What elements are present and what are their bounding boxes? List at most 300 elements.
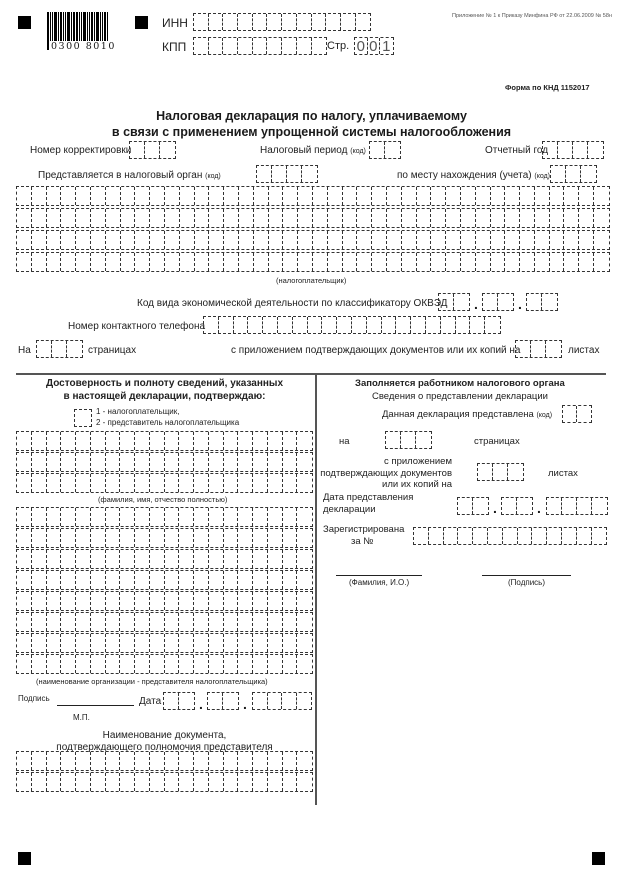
cell[interactable]: [297, 655, 312, 673]
cell[interactable]: [372, 253, 387, 271]
cell[interactable]: [204, 317, 219, 333]
cell[interactable]: [532, 528, 547, 544]
cell[interactable]: [446, 231, 461, 249]
cell[interactable]: [91, 453, 106, 471]
cell[interactable]: [238, 773, 253, 791]
cell[interactable]: [562, 528, 577, 544]
cell[interactable]: [564, 187, 579, 205]
cell[interactable]: [47, 592, 62, 610]
cell[interactable]: [535, 253, 550, 271]
cell[interactable]: [357, 209, 372, 227]
cell[interactable]: [17, 752, 32, 770]
cell[interactable]: [239, 209, 254, 227]
cell[interactable]: [209, 432, 224, 450]
cell[interactable]: [179, 773, 194, 791]
cell[interactable]: [283, 508, 298, 526]
cell[interactable]: [32, 592, 47, 610]
pages-count-field[interactable]: [36, 340, 83, 358]
cell[interactable]: [322, 317, 337, 333]
cell[interactable]: [32, 634, 47, 652]
cell[interactable]: [61, 253, 76, 271]
cell[interactable]: [357, 231, 372, 249]
cell[interactable]: [234, 317, 249, 333]
cell[interactable]: 0: [368, 38, 381, 54]
cell[interactable]: [179, 634, 194, 652]
cell[interactable]: [268, 529, 283, 547]
cell[interactable]: [209, 253, 224, 271]
cell[interactable]: [17, 508, 32, 526]
cell[interactable]: [269, 253, 284, 271]
taxpayer-name-row-1[interactable]: [16, 186, 610, 206]
cell[interactable]: [502, 498, 517, 514]
cell[interactable]: [297, 508, 312, 526]
cell[interactable]: [254, 253, 269, 271]
cell[interactable]: [17, 187, 32, 205]
cell[interactable]: [386, 432, 401, 448]
cell[interactable]: [165, 474, 180, 492]
cell[interactable]: [417, 209, 432, 227]
cell[interactable]: [547, 528, 562, 544]
cell[interactable]: [76, 508, 91, 526]
cell[interactable]: [67, 341, 82, 357]
authority-doc-row-1[interactable]: [16, 751, 313, 771]
cell[interactable]: [517, 498, 532, 514]
cell[interactable]: [328, 187, 343, 205]
cell[interactable]: [32, 550, 47, 568]
cell[interactable]: [61, 773, 76, 791]
cell[interactable]: [150, 209, 165, 227]
cell[interactable]: [17, 592, 32, 610]
cell[interactable]: [209, 453, 224, 471]
cell[interactable]: [485, 317, 500, 333]
cell[interactable]: [283, 773, 298, 791]
cell[interactable]: [180, 231, 195, 249]
cell[interactable]: [179, 655, 194, 673]
cell[interactable]: [194, 453, 209, 471]
cell[interactable]: [431, 187, 446, 205]
cell[interactable]: [76, 634, 91, 652]
cell[interactable]: [209, 752, 224, 770]
cell[interactable]: [32, 231, 47, 249]
cell[interactable]: [268, 508, 283, 526]
cell[interactable]: [17, 432, 32, 450]
cell[interactable]: [179, 571, 194, 589]
cell[interactable]: [209, 187, 224, 205]
officer-sheets-field[interactable]: [477, 463, 524, 481]
cell[interactable]: [61, 613, 76, 631]
cell[interactable]: [396, 317, 411, 333]
cell[interactable]: [135, 613, 150, 631]
cell[interactable]: [135, 550, 150, 568]
cell[interactable]: [588, 142, 603, 158]
cell[interactable]: [91, 209, 106, 227]
cell[interactable]: [47, 474, 62, 492]
cell[interactable]: [238, 474, 253, 492]
cell[interactable]: [298, 209, 313, 227]
cell[interactable]: [120, 571, 135, 589]
cell[interactable]: [106, 529, 121, 547]
cell[interactable]: [224, 508, 239, 526]
cell[interactable]: [476, 187, 491, 205]
cell[interactable]: [562, 498, 577, 514]
cell[interactable]: [32, 253, 47, 271]
tax-authority-field[interactable]: [256, 165, 318, 183]
cell[interactable]: [254, 231, 269, 249]
cell[interactable]: [278, 317, 293, 333]
cell[interactable]: [328, 231, 343, 249]
cell[interactable]: [61, 550, 76, 568]
cell[interactable]: [219, 317, 234, 333]
cell[interactable]: [417, 187, 432, 205]
cell[interactable]: [165, 209, 180, 227]
cell[interactable]: [120, 529, 135, 547]
cell[interactable]: [411, 317, 426, 333]
cell[interactable]: [179, 508, 194, 526]
page-number-field[interactable]: [354, 37, 394, 55]
cell[interactable]: [535, 187, 550, 205]
cell[interactable]: [47, 613, 62, 631]
cell[interactable]: [577, 406, 591, 422]
cell[interactable]: [257, 166, 272, 182]
cell[interactable]: [269, 231, 284, 249]
cell[interactable]: [120, 592, 135, 610]
cell[interactable]: [253, 432, 268, 450]
cell[interactable]: [238, 752, 253, 770]
cell[interactable]: [224, 571, 239, 589]
cell[interactable]: [326, 14, 341, 30]
officer-name-line[interactable]: [336, 575, 422, 576]
cell[interactable]: [488, 528, 503, 544]
cell[interactable]: [550, 209, 565, 227]
taxpayer-name-row-4[interactable]: [16, 252, 610, 272]
date-day-field[interactable]: [163, 692, 195, 710]
cell[interactable]: [120, 550, 135, 568]
cell[interactable]: [297, 550, 312, 568]
cell[interactable]: [238, 550, 253, 568]
cell[interactable]: [446, 253, 461, 271]
cell[interactable]: [402, 209, 417, 227]
cell[interactable]: [120, 655, 135, 673]
cell[interactable]: [76, 253, 91, 271]
date-year-field[interactable]: [252, 692, 312, 710]
cell[interactable]: [17, 209, 32, 227]
cell[interactable]: [426, 317, 441, 333]
cell[interactable]: [165, 432, 180, 450]
cell[interactable]: [518, 528, 533, 544]
cell[interactable]: [135, 752, 150, 770]
cell[interactable]: [298, 231, 313, 249]
location-field[interactable]: [550, 165, 597, 183]
cell[interactable]: [194, 508, 209, 526]
cell[interactable]: [564, 253, 579, 271]
cell[interactable]: [91, 529, 106, 547]
cell[interactable]: [121, 187, 136, 205]
cell[interactable]: [165, 592, 180, 610]
cell[interactable]: [594, 231, 609, 249]
cell[interactable]: [224, 613, 239, 631]
cell[interactable]: [254, 187, 269, 205]
cell[interactable]: [179, 474, 194, 492]
cell[interactable]: [224, 253, 239, 271]
cell[interactable]: [165, 529, 180, 547]
cell[interactable]: [313, 187, 328, 205]
cell[interactable]: [461, 253, 476, 271]
cell[interactable]: [431, 231, 446, 249]
cell[interactable]: [76, 613, 91, 631]
cell[interactable]: 0: [355, 38, 368, 54]
cell[interactable]: [150, 508, 165, 526]
cell[interactable]: [594, 187, 609, 205]
cell[interactable]: [194, 592, 209, 610]
cell[interactable]: [431, 209, 446, 227]
cell[interactable]: [238, 508, 253, 526]
cell[interactable]: [592, 498, 607, 514]
cell[interactable]: [581, 166, 596, 182]
cell[interactable]: [253, 693, 268, 709]
cell[interactable]: [135, 571, 150, 589]
cell[interactable]: [254, 209, 269, 227]
cell[interactable]: [283, 571, 298, 589]
cell[interactable]: [76, 453, 91, 471]
cell[interactable]: [542, 294, 557, 310]
submission-date-month[interactable]: [501, 497, 533, 515]
cell[interactable]: [352, 317, 367, 333]
cell[interactable]: [527, 294, 542, 310]
cell[interactable]: [283, 253, 298, 271]
cell[interactable]: [253, 613, 268, 631]
cell[interactable]: [343, 253, 358, 271]
cell[interactable]: [268, 655, 283, 673]
okved-field-part-3[interactable]: [526, 293, 558, 311]
cell[interactable]: [239, 231, 254, 249]
cell[interactable]: [47, 634, 62, 652]
cell[interactable]: [160, 142, 175, 158]
cell[interactable]: [253, 592, 268, 610]
cell[interactable]: [120, 453, 135, 471]
cell[interactable]: [135, 634, 150, 652]
cell[interactable]: [135, 529, 150, 547]
cell[interactable]: [476, 209, 491, 227]
cell[interactable]: [253, 634, 268, 652]
cell[interactable]: [61, 453, 76, 471]
cell[interactable]: [47, 253, 62, 271]
cell[interactable]: [194, 655, 209, 673]
cell[interactable]: [165, 508, 180, 526]
cell[interactable]: [297, 453, 312, 471]
cell[interactable]: [165, 655, 180, 673]
cell[interactable]: [357, 253, 372, 271]
cell[interactable]: [343, 209, 358, 227]
signature-line[interactable]: [57, 705, 134, 706]
cell[interactable]: [579, 187, 594, 205]
cell[interactable]: [343, 231, 358, 249]
cell[interactable]: [248, 317, 263, 333]
cell[interactable]: [47, 508, 62, 526]
cell[interactable]: [328, 209, 343, 227]
cell[interactable]: [253, 38, 268, 54]
cell[interactable]: [91, 550, 106, 568]
cell[interactable]: [508, 464, 523, 480]
date-month-field[interactable]: [207, 692, 239, 710]
cell[interactable]: [194, 634, 209, 652]
cell[interactable]: [297, 752, 312, 770]
cell[interactable]: [503, 528, 518, 544]
cell[interactable]: [76, 571, 91, 589]
cell[interactable]: [17, 634, 32, 652]
cell[interactable]: [238, 14, 253, 30]
cell[interactable]: [297, 571, 312, 589]
cell[interactable]: [414, 528, 429, 544]
cell[interactable]: [238, 38, 253, 54]
cell[interactable]: [308, 317, 323, 333]
cell[interactable]: [145, 142, 160, 158]
cell[interactable]: [491, 231, 506, 249]
cell[interactable]: [483, 294, 498, 310]
cell[interactable]: [382, 317, 397, 333]
cell[interactable]: [268, 773, 283, 791]
cell[interactable]: [283, 634, 298, 652]
taxpayer-name-row-2[interactable]: [16, 208, 610, 228]
cell[interactable]: [283, 187, 298, 205]
org-name-row-8[interactable]: [16, 654, 313, 674]
cell[interactable]: [505, 253, 520, 271]
cell[interactable]: [32, 508, 47, 526]
cell[interactable]: 1: [382, 37, 391, 55]
cell[interactable]: [209, 38, 224, 54]
cell[interactable]: [283, 474, 298, 492]
cell[interactable]: [47, 752, 62, 770]
cell[interactable]: [267, 14, 282, 30]
cell[interactable]: [179, 752, 194, 770]
cell[interactable]: [106, 231, 121, 249]
cell[interactable]: [401, 432, 416, 448]
cell[interactable]: [91, 474, 106, 492]
cell[interactable]: [269, 209, 284, 227]
cell[interactable]: [106, 432, 121, 450]
cell[interactable]: [180, 253, 195, 271]
cell[interactable]: [165, 453, 180, 471]
cell[interactable]: [17, 571, 32, 589]
cell[interactable]: [194, 432, 209, 450]
cell[interactable]: [224, 432, 239, 450]
officer-pages-field[interactable]: [385, 431, 432, 449]
cell[interactable]: [194, 773, 209, 791]
cell[interactable]: [106, 550, 121, 568]
cell[interactable]: [372, 209, 387, 227]
cell[interactable]: [356, 14, 371, 30]
cell[interactable]: [268, 474, 283, 492]
cell[interactable]: [224, 209, 239, 227]
cell[interactable]: [209, 773, 224, 791]
org-name-row-3[interactable]: [16, 549, 313, 569]
phone-field[interactable]: [203, 316, 501, 334]
cell[interactable]: [431, 253, 446, 271]
cell[interactable]: [535, 209, 550, 227]
cell[interactable]: [150, 634, 165, 652]
cell[interactable]: [106, 508, 121, 526]
cell[interactable]: [429, 528, 444, 544]
cell[interactable]: [491, 253, 506, 271]
cell[interactable]: [520, 231, 535, 249]
cell[interactable]: [297, 693, 312, 709]
tax-period-field[interactable]: [369, 141, 401, 159]
cell[interactable]: [32, 187, 47, 205]
cell[interactable]: [61, 187, 76, 205]
cell[interactable]: [150, 432, 165, 450]
cell[interactable]: [558, 142, 573, 158]
cell[interactable]: [106, 655, 121, 673]
cell[interactable]: [106, 773, 121, 791]
cell[interactable]: [287, 166, 302, 182]
cell[interactable]: [416, 432, 431, 448]
cell[interactable]: [478, 464, 493, 480]
cell[interactable]: [150, 187, 165, 205]
cell[interactable]: [550, 253, 565, 271]
cell[interactable]: [61, 209, 76, 227]
cell[interactable]: [385, 142, 400, 158]
cell[interactable]: [302, 166, 317, 182]
cell[interactable]: [194, 571, 209, 589]
cell[interactable]: [106, 613, 121, 631]
cell[interactable]: [282, 14, 297, 30]
cell[interactable]: [223, 14, 238, 30]
cell[interactable]: [165, 253, 180, 271]
cell[interactable]: [520, 253, 535, 271]
cell[interactable]: [150, 474, 165, 492]
cell[interactable]: [150, 529, 165, 547]
cell[interactable]: [476, 231, 491, 249]
cell[interactable]: [179, 550, 194, 568]
cell[interactable]: [297, 634, 312, 652]
cell[interactable]: [253, 571, 268, 589]
cell[interactable]: [195, 187, 210, 205]
cell[interactable]: [297, 592, 312, 610]
cell[interactable]: [150, 773, 165, 791]
cell[interactable]: [224, 529, 239, 547]
cell[interactable]: [372, 231, 387, 249]
cell[interactable]: [91, 432, 106, 450]
cell[interactable]: [32, 474, 47, 492]
cell[interactable]: [209, 571, 224, 589]
cell[interactable]: [224, 752, 239, 770]
cell[interactable]: [179, 592, 194, 610]
cell[interactable]: [180, 209, 195, 227]
cell[interactable]: [135, 508, 150, 526]
cell[interactable]: [209, 14, 224, 30]
cell[interactable]: [367, 317, 382, 333]
cell[interactable]: [224, 474, 239, 492]
cell[interactable]: [439, 294, 454, 310]
cell[interactable]: [165, 613, 180, 631]
cell[interactable]: [106, 453, 121, 471]
cell[interactable]: [297, 773, 312, 791]
cell[interactable]: [579, 209, 594, 227]
org-name-row-6[interactable]: [16, 612, 313, 632]
cell[interactable]: [444, 528, 459, 544]
cell[interactable]: [551, 166, 566, 182]
cell[interactable]: [224, 773, 239, 791]
cell[interactable]: [505, 209, 520, 227]
cell[interactable]: [387, 253, 402, 271]
cell[interactable]: [283, 655, 298, 673]
cell[interactable]: [505, 187, 520, 205]
cell[interactable]: [283, 613, 298, 631]
cell[interactable]: [47, 432, 62, 450]
cell[interactable]: [223, 38, 238, 54]
cell[interactable]: [91, 253, 106, 271]
cell[interactable]: [91, 634, 106, 652]
cell[interactable]: [470, 317, 485, 333]
